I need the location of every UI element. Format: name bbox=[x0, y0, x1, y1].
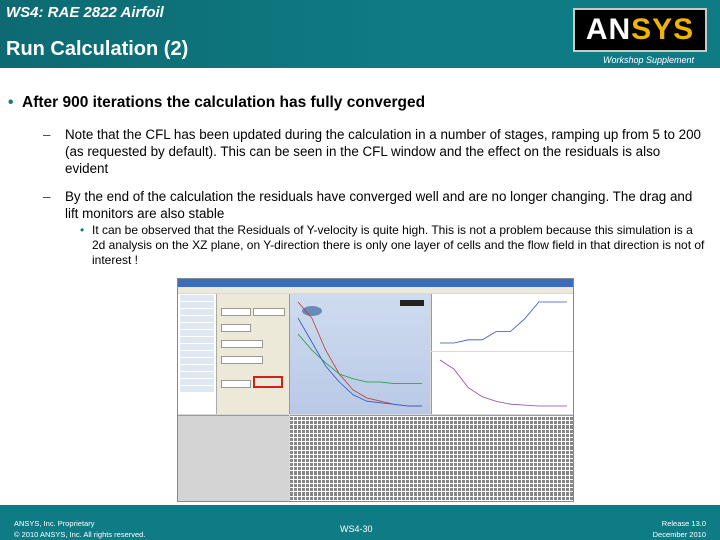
courant-number-highlight bbox=[253, 376, 283, 388]
sub-bullet-cfl: – Note that the CFL has been updated during the calculation in a number of stages, ramping up from 5 to 200 (as requested by default). This can be seen in the CFL window and the effect on the residuals is also evident bbox=[43, 127, 701, 176]
copyright: © 2010 ANSYS, Inc. All rights reserved. bbox=[14, 530, 146, 539]
release: Release 13.0 bbox=[661, 519, 706, 528]
run-calculation-panel bbox=[217, 294, 290, 414]
workshop-supplement: Workshop Supplement bbox=[602, 55, 694, 65]
residual-chart bbox=[290, 294, 430, 414]
menu-bar bbox=[178, 287, 573, 293]
slide-footer bbox=[0, 505, 720, 540]
console-output bbox=[290, 415, 574, 502]
ansys-logo: ANSYS bbox=[573, 8, 707, 52]
page-number: WS4-30 bbox=[340, 524, 373, 534]
series-line-0 bbox=[440, 360, 567, 406]
left-bottom-panel bbox=[178, 415, 289, 502]
main-bullet: • After 900 iterations the calculation has fully converged bbox=[8, 94, 426, 111]
release-date: December 2010 bbox=[652, 530, 706, 539]
slide-header bbox=[0, 0, 720, 68]
sub-sub-bullet-yvelocity: • It can be observed that the Residuals of Y-velocity is quite high. This is not a problem because this simulation is a 2d analysis on the XZ plane, on Y-direction there is only one layer of cells and the flow field in that direction is not of interest ! bbox=[80, 223, 705, 267]
course-title: WS4: RAE 2822 Airfoil bbox=[6, 4, 164, 21]
cfl-chart bbox=[432, 294, 574, 351]
residual-plot bbox=[290, 294, 430, 414]
cfl-monitor bbox=[431, 294, 574, 351]
window-titlebar bbox=[178, 279, 573, 287]
drag-lift-monitor bbox=[431, 352, 574, 414]
proprietary-notice: ANSYS, Inc. Proprietary bbox=[14, 519, 95, 528]
sub-bullet-residuals: – By the end of the calculation the residuals have converged well and are no longer changing. The drag and lift monitors are also stable bbox=[43, 189, 693, 221]
slide-title: Run Calculation (2) bbox=[6, 38, 189, 60]
series-line-2 bbox=[298, 334, 422, 384]
series-line-0 bbox=[440, 302, 567, 343]
drag-lift-chart bbox=[432, 352, 574, 414]
fluent-screenshot bbox=[177, 278, 574, 502]
navigation-tree bbox=[178, 294, 217, 414]
series-line-1 bbox=[298, 318, 422, 406]
